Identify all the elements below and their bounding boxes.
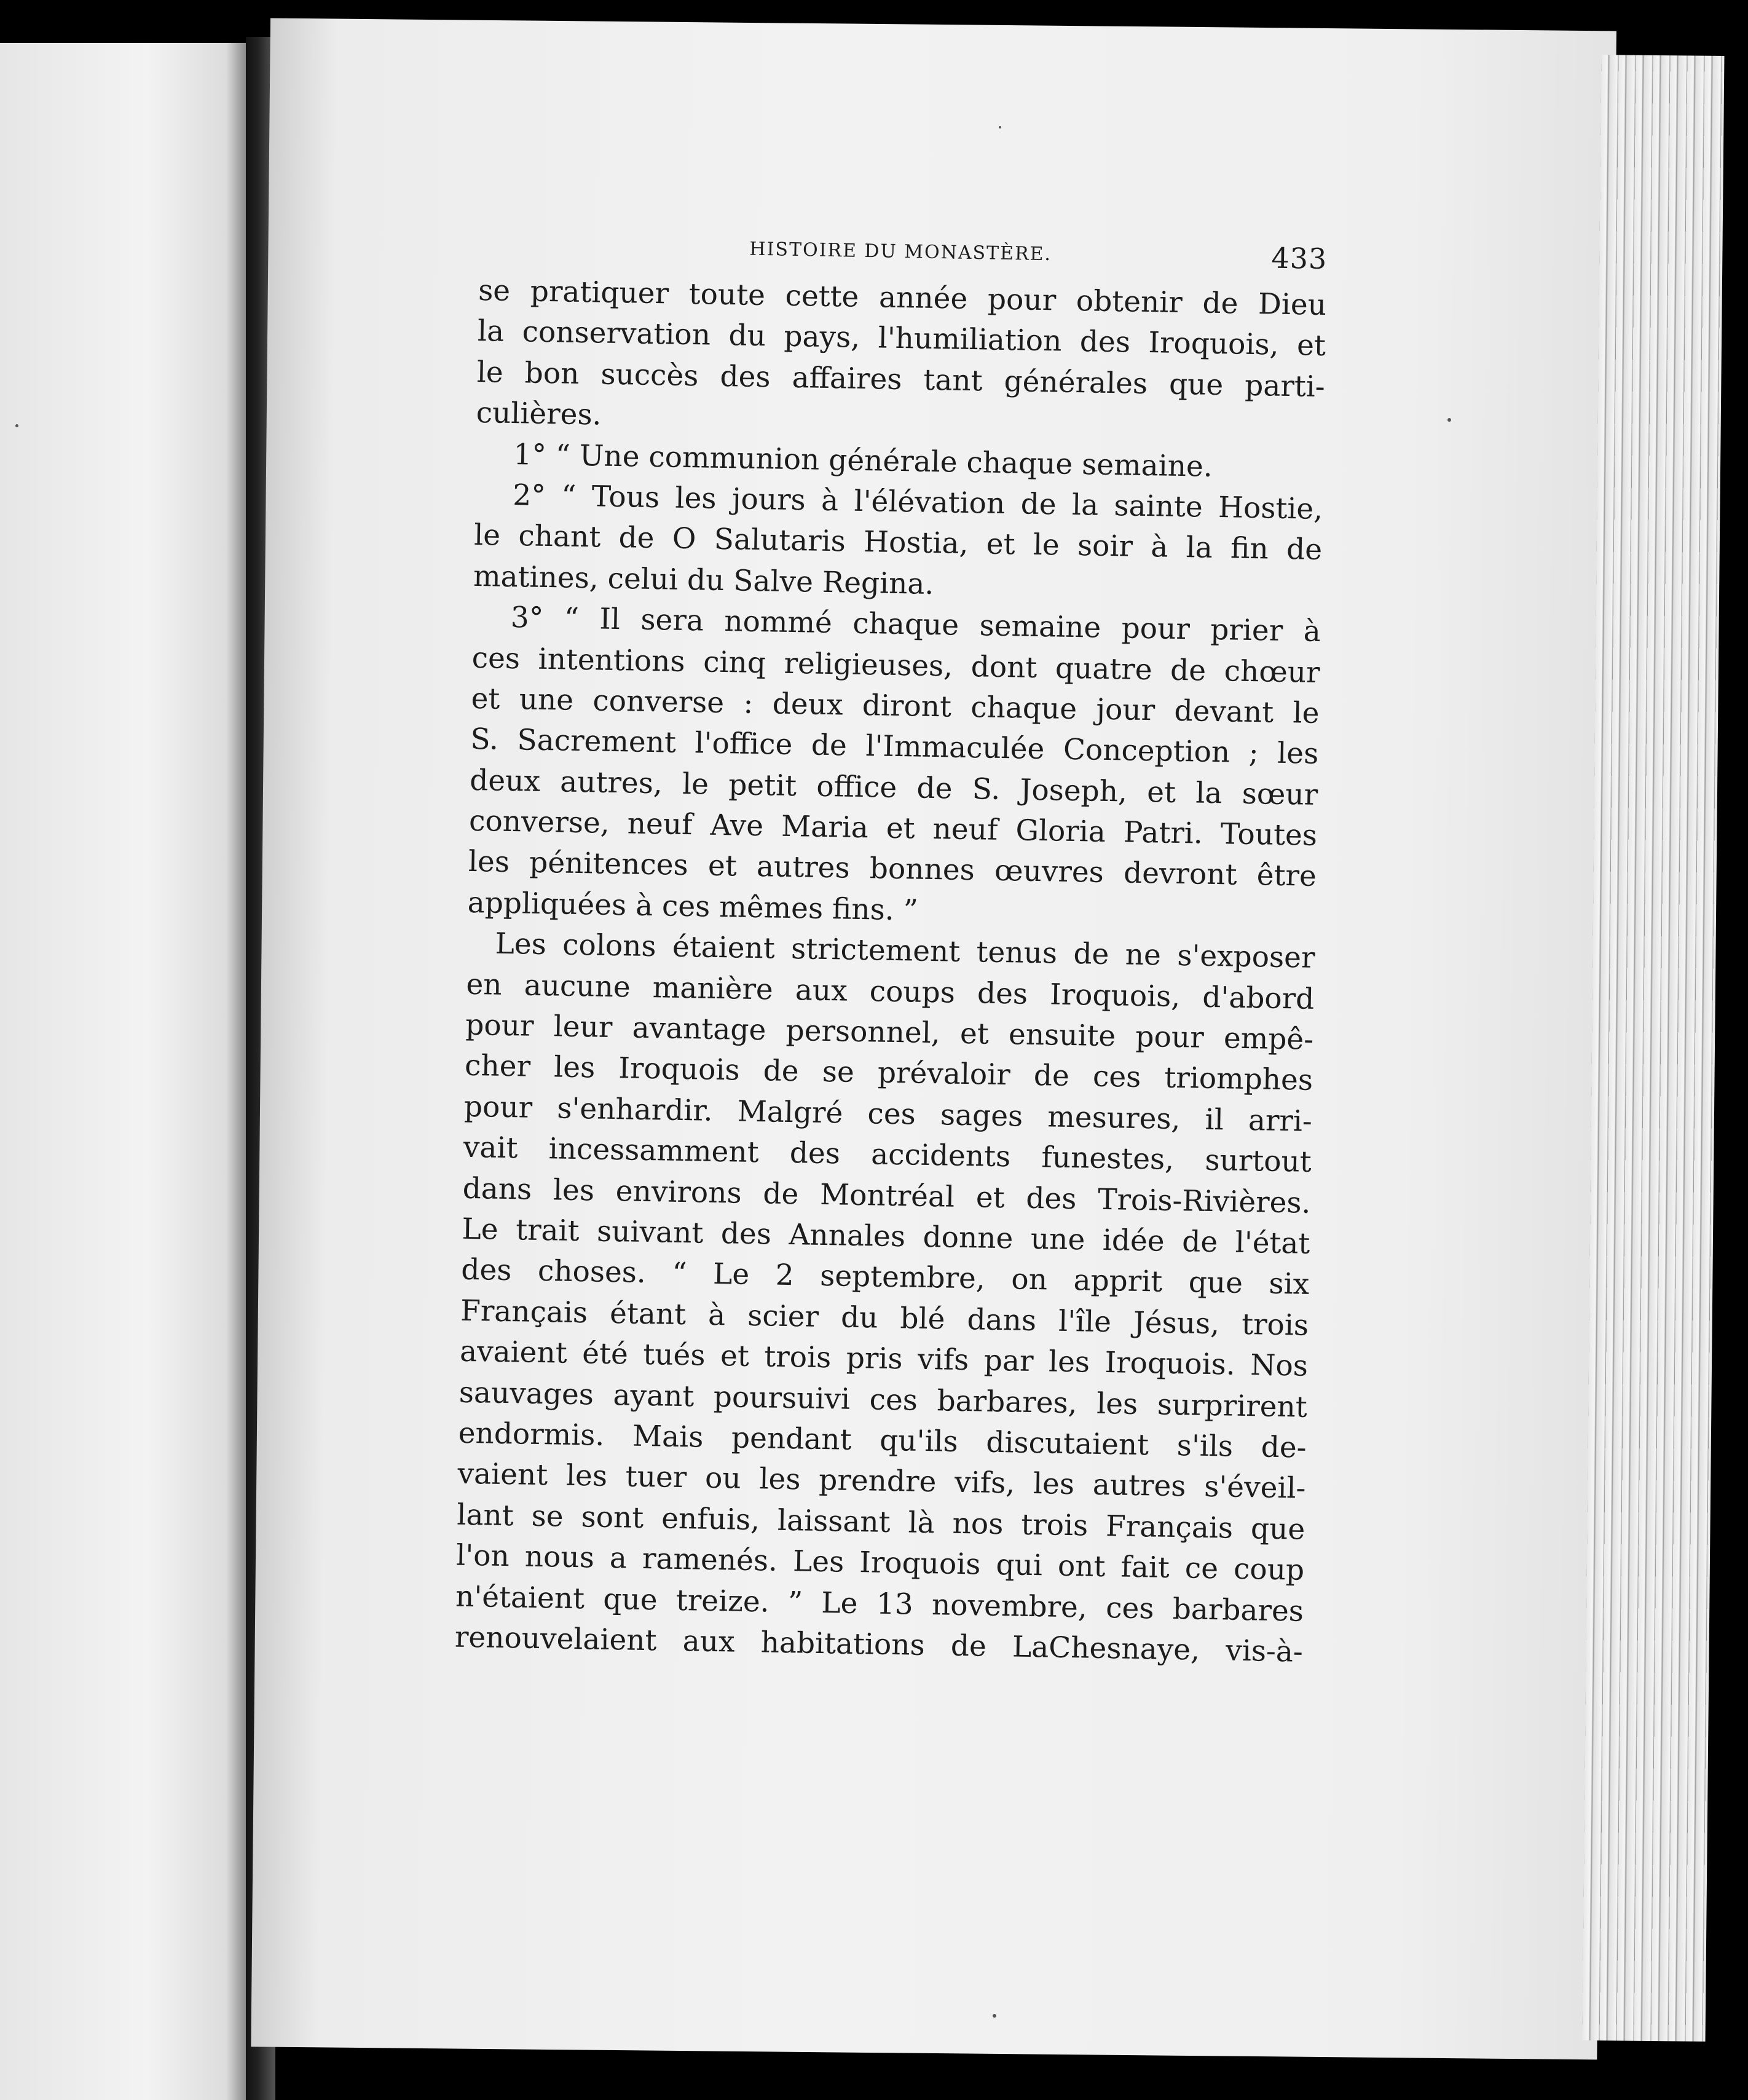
page-number: 433 [1271,241,1328,276]
text-line: vaient les tuer ou les prendre vifs, les autres s'éveil- [457,1457,1306,1506]
text-line: lant se sont enfuis, laissant là nos trois Français que [456,1498,1305,1547]
paper-speck [15,424,18,427]
page-text [454,227,1327,1673]
text-line: ces intentions cinq religieuses, dont quatre de chœur [471,641,1321,690]
text-line: 1° “ Une communion générale chaque semaine. [513,437,1213,484]
text-line: des choses. “ Le 2 septembre, on apprit que six [460,1253,1310,1302]
text-line: dans les environs de Montréal et des Trois-Rivières. [462,1171,1311,1220]
text-line: Le trait suivant des Annales donne une idée de l'état [462,1212,1310,1261]
text-line: vait incessamment des accidents funestes, surtout [463,1130,1312,1180]
text-line: S. Sacrement l'office de l'Immaculée Conception ; les [470,722,1319,772]
text-line: sauvages ayant poursuivi ces barbares, les surprirent [459,1375,1308,1424]
text-line: la conservation du pays, l'humiliation des Iroquois, et [477,314,1326,363]
left-page [0,43,246,2100]
paper-speck [999,126,1001,128]
text-line: les pénitences et autres bonnes œuvres devront être [468,845,1317,894]
text-line: et une converse : deux diront chaque jour devant le [471,681,1320,730]
text-line: culières. [476,396,602,432]
text-line: en aucune manière aux coups des Iroquois, d'abord [466,967,1315,1016]
text-line: 3° “ Il sera nommé chaque semaine pour prier à [510,601,1321,649]
text-line: le chant de O Salutaris Hostia, et le soir à la fin de [473,518,1323,567]
text-line: pour leur avantage personnel, et ensuite pour empê- [465,1008,1314,1057]
text-line: l'on nous a ramenés. Les Iroquois qui ont fait ce coup [455,1538,1305,1587]
text-line: le bon succès des affaires tant générales que parti- [476,355,1326,404]
text-line: deux autres, le petit office de S. Joseph, et la sœur [469,763,1318,812]
paper-speck [1447,418,1451,422]
text-line: renouvelaient aux habitations de LaChesnaye, vis-à- [454,1620,1304,1669]
text-line: appliquées à ces mêmes fins. ” [467,885,919,928]
text-line: matines, celui du Salve Regina. [473,559,934,601]
text-line: 2° “ Tous les jours à l'élévation de la sainte Hostie, [512,478,1323,526]
text-line: n'étaient que treize. ” Le 13 novembre, ces barbares [455,1579,1304,1628]
text-line: endormis. Mais pendant qu'ils discutaient s'ils de- [458,1416,1307,1465]
text-line: se pratiquer toute cette année pour obtenir de Dieu [478,273,1327,323]
paper-speck [993,2014,996,2018]
text-line: converse, neuf Ave Maria et neuf Gloria Patri. Toutes [468,803,1318,853]
running-head-title: HISTOIRE DU MONASTÈRE. [749,238,1052,266]
page-edges [1583,55,1725,2042]
text-line: pour s'enhardir. Malgré ces sages mesures, il arri- [463,1089,1313,1139]
text-line: Français étant à scier du blé dans l'île Jésus, trois [460,1293,1309,1343]
text-line: cher les Iroquois de se prévaloir de ces triomphes [464,1049,1313,1098]
text-line: avaient été tués et trois pris vifs par les Iroquois. Nos [459,1334,1309,1383]
text-line: Les colons étaient strictement tenus de ne s'exposer [495,926,1315,976]
